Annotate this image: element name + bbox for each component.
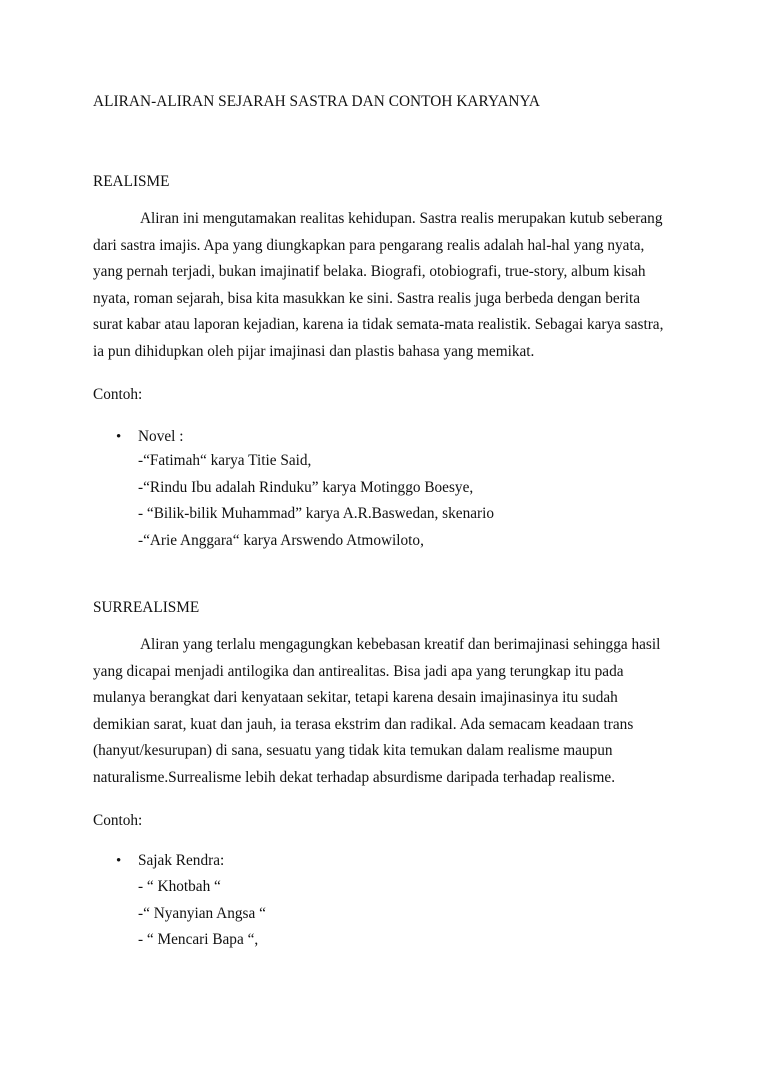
list-item: -“Rindu Ibu adalah Rinduku” karya Motinggo Boesye, bbox=[138, 478, 474, 496]
list-item: - “Bilik-bilik Muhammad” karya A.R.Baswedan, skenario bbox=[138, 505, 494, 523]
paragraph-line: yang dicapai menjadi antilogika dan antirealitas. Bisa jadi apa yang terungkap itu pada bbox=[93, 662, 624, 680]
list-item: - “ Khotbah “ bbox=[138, 878, 221, 895]
bullet-item-sajak bbox=[116, 852, 224, 870]
paragraph-line: nyata, roman sejarah, bisa kita masukkan ke sini. Sastra realis juga berbeda dengan berita bbox=[93, 289, 641, 307]
novel-list bbox=[138, 448, 494, 555]
paragraph-line: naturalisme.Surrealisme lebih dekat terhadap absurdisme daripada terhadap realisme. bbox=[93, 768, 616, 786]
paragraph-line: mulanya berangkat dari kenyataan sekitar, tetapi karena desain imajinasinya itu sudah bbox=[93, 689, 618, 707]
bullet-icon: • bbox=[116, 429, 122, 445]
paragraph-line: Aliran yang terlalu mengagungkan kebebasan kreatif dan berimajinasi sehingga hasil bbox=[140, 636, 661, 653]
list-item: -“Fatimah“ karya Titie Said, bbox=[138, 452, 312, 469]
example-label-surrealisme: Contoh: bbox=[93, 812, 143, 829]
sajak-list bbox=[138, 874, 266, 954]
example-label-realisme: Contoh: bbox=[93, 386, 143, 403]
bullet-icon: • bbox=[116, 853, 122, 869]
list-title: Sajak Rendra: bbox=[138, 852, 225, 869]
paragraph-line: surat kabar atau laporan kejadian, karena ia tidak semata-mata realistik. Sebagai karya sastra, bbox=[93, 316, 664, 334]
list-item: -“ Nyanyian Angsa “ bbox=[138, 904, 266, 922]
section-heading-realisme: REALISME bbox=[93, 173, 170, 190]
paragraph-line: ia pun dihidupkan oleh pijar imajinasi dan plastis bahasa yang memikat. bbox=[93, 342, 535, 360]
paragraph-line: yang pernah terjadi, bukan imajinatif belaka. Biografi, otobiografi, true-story, album kisah bbox=[93, 263, 646, 281]
paragraph-line: dari sastra imajis. Apa yang diungkapkan para pengarang realis adalah hal-hal yang nyata, bbox=[93, 236, 645, 254]
paragraph-surrealisme bbox=[93, 632, 683, 792]
list-title: Novel : bbox=[138, 428, 184, 445]
document-title: ALIRAN-ALIRAN SEJARAH SASTRA DAN CONTOH KARYANYA bbox=[93, 93, 541, 110]
paragraph-line: demikian sarat, kuat dan jauh, ia terasa ekstrim dan radikal. Ada semacam keadaan trans bbox=[93, 715, 634, 733]
section-heading-surrealisme: SURREALISME bbox=[93, 599, 200, 616]
list-item: -“Arie Anggara“ karya Arswendo Atmowiloto, bbox=[138, 532, 424, 550]
paragraph-line: (hanyut/kesurupan) di sana, sesuatu yang tidak kita temukan dalam realisme maupun bbox=[93, 742, 613, 760]
bullet-item-novel bbox=[116, 428, 183, 446]
list-item: - “ Mencari Bapa “, bbox=[138, 931, 259, 949]
paragraph-line: Aliran ini mengutamakan realitas kehidupan. Sastra realis merupakan kutub seberang bbox=[140, 210, 663, 227]
paragraph-realisme bbox=[93, 206, 683, 366]
